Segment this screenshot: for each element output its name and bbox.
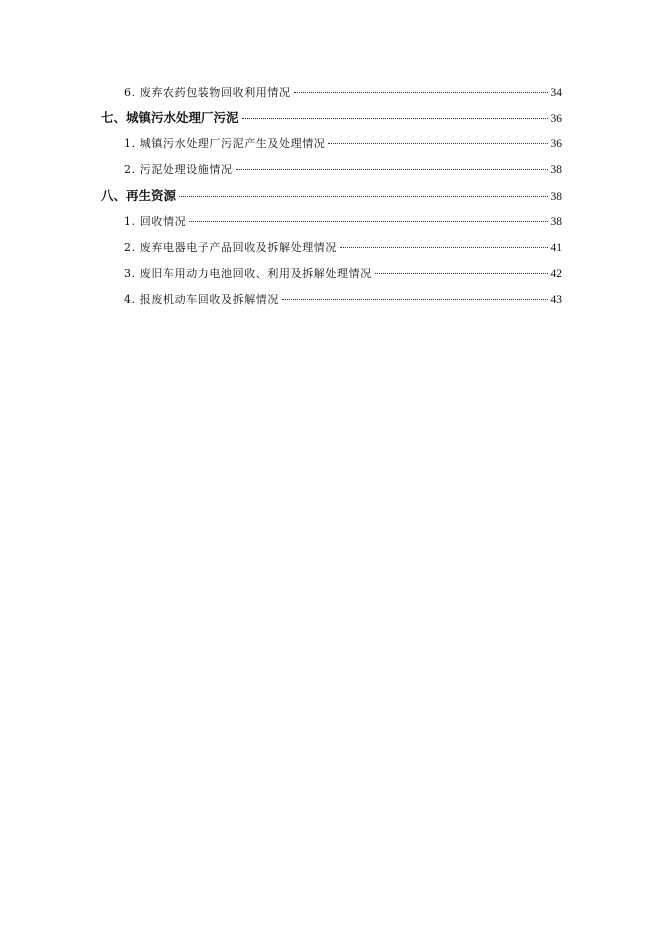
toc-entry-page: 36 — [550, 113, 562, 125]
toc-entry[interactable] — [101, 108, 562, 128]
toc-entry[interactable] — [124, 160, 562, 180]
toc-entry[interactable] — [124, 290, 562, 310]
dot-leader — [282, 299, 548, 300]
dot-leader — [236, 169, 548, 170]
toc-entry-page: 43 — [550, 294, 562, 306]
toc-entry-label: 4. 报废机动车回收及拆解情况 — [124, 293, 279, 306]
toc-entry-label: 2. 污泥处理设施情况 — [124, 163, 233, 176]
toc-entry[interactable] — [124, 134, 562, 154]
toc-entry[interactable] — [124, 238, 562, 258]
toc-entry-label: 1. 回收情况 — [124, 215, 187, 228]
dot-leader — [294, 92, 548, 93]
dot-leader — [242, 118, 548, 119]
toc-entry-label: 1. 城镇污水处理厂污泥产生及处理情况 — [124, 137, 326, 150]
dot-leader — [189, 221, 547, 222]
toc-entry[interactable] — [124, 264, 562, 284]
toc-entry-label: 3. 废旧车用动力电池回收、利用及拆解处理情况 — [124, 267, 372, 280]
dot-leader — [375, 273, 548, 274]
toc-entry-page: 38 — [550, 164, 562, 176]
toc-entry-page: 42 — [550, 268, 562, 280]
toc-entry-label: 6. 废弃农药包装物回收利用情况 — [124, 86, 291, 99]
toc-entry-label: 八、再生资源 — [101, 188, 177, 203]
toc-entry[interactable] — [101, 186, 562, 206]
toc-entry-label: 2. 废弃电器电子产品回收及拆解处理情况 — [124, 241, 337, 254]
dot-leader — [340, 247, 548, 248]
toc-entry-label: 七、城镇污水处理厂污泥 — [101, 110, 239, 125]
toc-entry-page: 38 — [550, 216, 562, 228]
toc-entry-page: 36 — [550, 138, 562, 150]
dot-leader — [179, 196, 547, 197]
toc-entry-page: 34 — [550, 87, 562, 99]
toc-entry-page: 38 — [550, 191, 562, 203]
toc-entry-page: 41 — [550, 242, 562, 254]
toc-entry[interactable] — [124, 83, 562, 103]
dot-leader — [328, 143, 547, 144]
toc-entry[interactable] — [124, 212, 562, 232]
